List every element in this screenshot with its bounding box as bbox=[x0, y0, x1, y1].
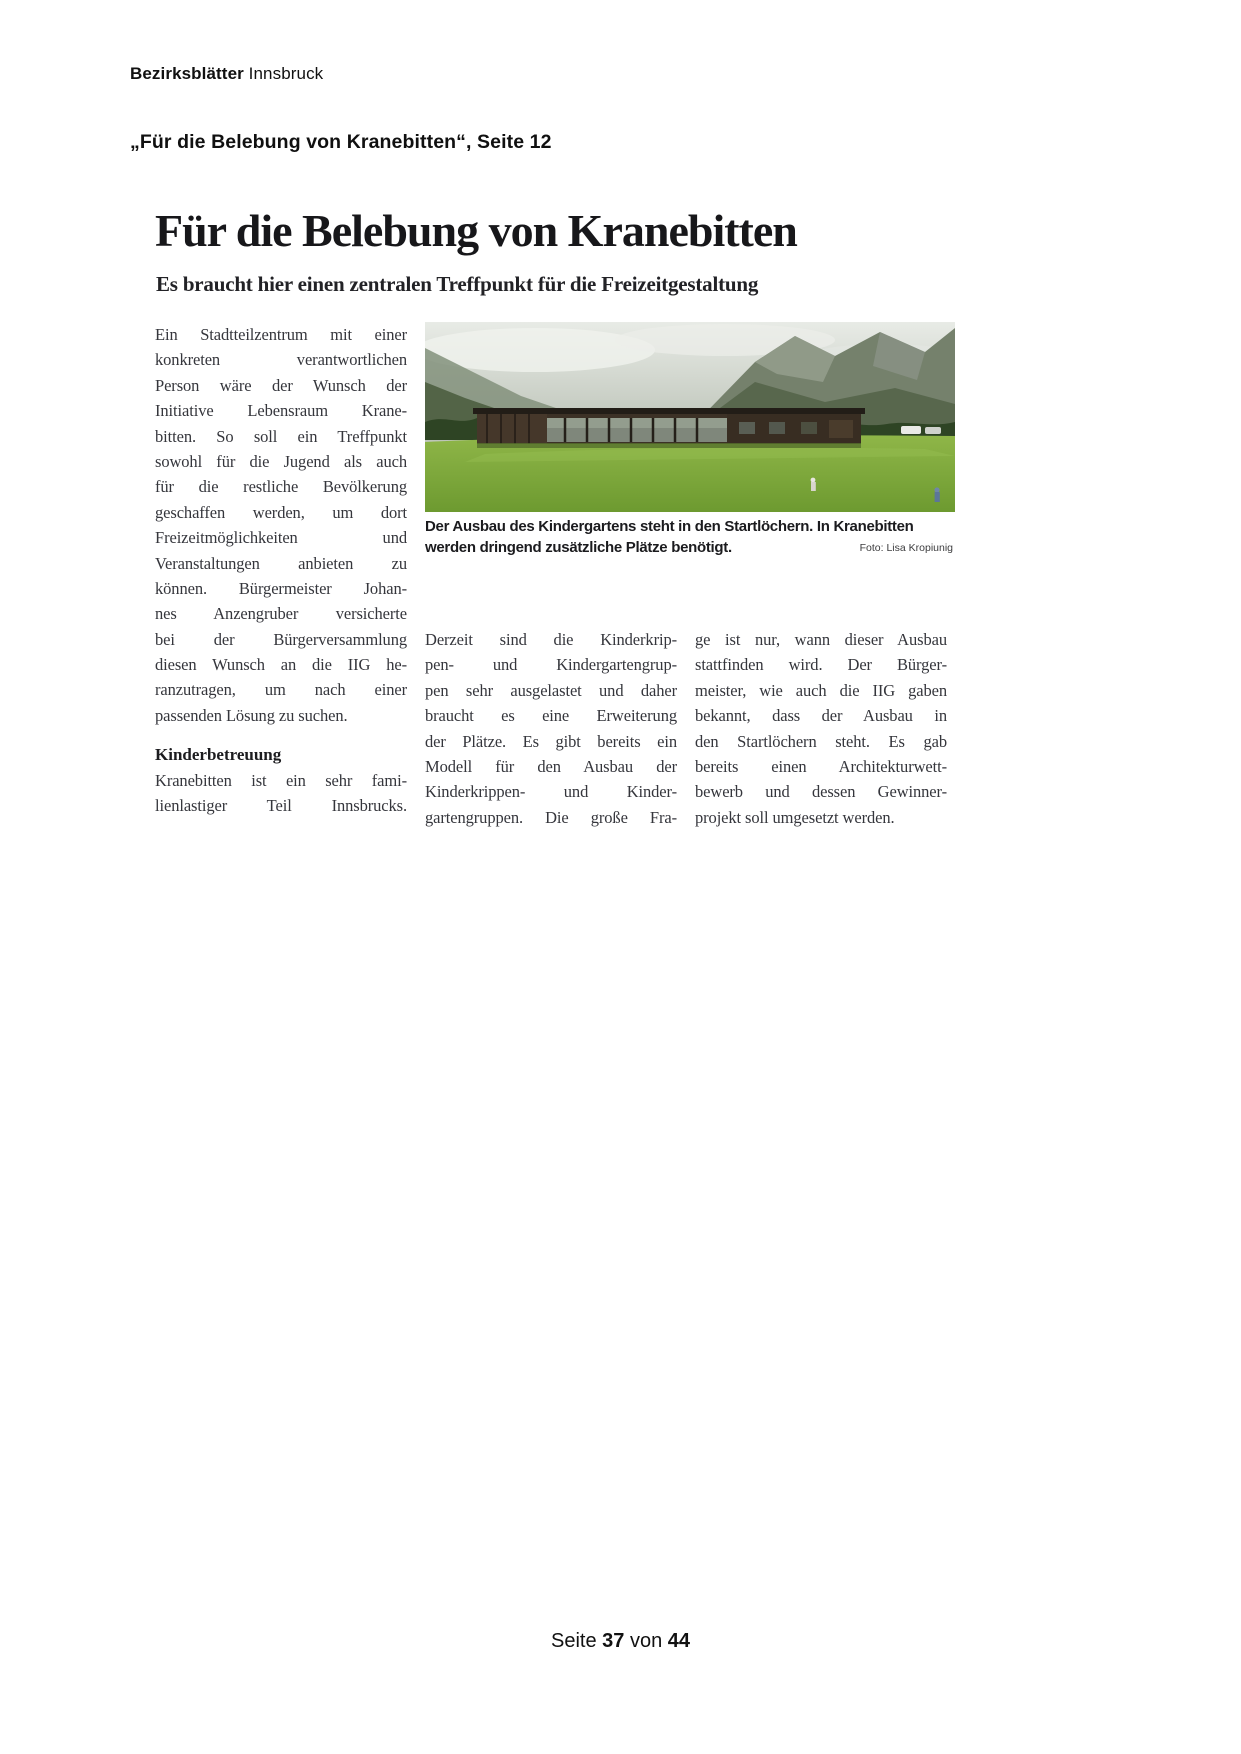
photo-caption-line1: Der Ausbau des Kindergartens steht in den Startlöchern. In Kranebitten bbox=[425, 518, 914, 535]
body-line: können. Bürgermeister Johan- bbox=[155, 578, 407, 598]
article-column-left bbox=[155, 322, 407, 818]
body-line: Ein Stadtteilzentrum mit einer bbox=[155, 325, 407, 344]
article-column-middle bbox=[425, 627, 677, 830]
body-line: Person wäre der Wunsch der bbox=[155, 375, 407, 395]
body-line: bei der Bürgerversammlung bbox=[155, 629, 407, 649]
footer-prefix: Seite bbox=[550, 1630, 603, 1652]
paragraph bbox=[425, 627, 677, 830]
body-line: sowohl für die Jugend als auch bbox=[155, 451, 407, 471]
body-line: Freizeitmöglichkeiten und bbox=[155, 528, 407, 548]
kindergarten-photo-illustration bbox=[425, 322, 955, 512]
publication-region: Innsbruck bbox=[243, 64, 324, 83]
body-line: der Plätze. Es gibt bereits ein bbox=[425, 731, 677, 751]
photo-caption bbox=[425, 516, 955, 562]
body-line: Modell für den Ausbau der bbox=[425, 756, 677, 776]
body-line: ge ist nur, wann dieser Ausbau bbox=[695, 630, 947, 649]
body-line: geschaffen werden, um dort bbox=[155, 502, 407, 522]
article-column-right bbox=[695, 627, 947, 830]
footer-total-pages: 44 bbox=[667, 1630, 690, 1652]
body-line: bewerb und dessen Gewinner- bbox=[695, 782, 947, 802]
body-line: bitten. So soll ein Treffpunkt bbox=[155, 426, 407, 446]
article-clipping bbox=[155, 205, 955, 852]
body-line: passenden Lösung zu suchen. bbox=[155, 705, 348, 725]
article-photo bbox=[425, 322, 955, 512]
body-line: lienlastiger Teil Innsbrucks. bbox=[155, 796, 407, 816]
body-line: pen sehr ausgelastet und daher bbox=[425, 680, 677, 700]
body-line: Veranstaltungen anbieten zu bbox=[155, 553, 407, 573]
publication-name: Bezirksblätter bbox=[130, 64, 244, 83]
body-line: Initiative Lebensraum Krane- bbox=[155, 401, 407, 421]
footer-current-page: 37 bbox=[602, 1630, 625, 1652]
body-line: ranzutragen, um nach einer bbox=[155, 680, 407, 700]
body-line: braucht es eine Erweiterung bbox=[425, 706, 677, 726]
body-line: konkreten verantwortlichen bbox=[155, 350, 407, 370]
body-line: Kinderkrippen- und Kinder- bbox=[425, 782, 677, 802]
publication-header bbox=[130, 64, 323, 84]
body-line: pen- und Kindergartengrup- bbox=[425, 655, 677, 675]
body-line: Kranebitten ist ein sehr fami- bbox=[155, 770, 407, 790]
photo-caption-line2: werden dringend zusätzliche Plätze benötigt. bbox=[425, 539, 732, 556]
photo-credit: Foto: Lisa Kropiunig bbox=[859, 542, 953, 554]
body-line: diesen Wunsch an die IIG he- bbox=[155, 655, 407, 675]
article-headline: Für die Belebung von Kranebitten bbox=[155, 205, 797, 256]
body-line: bekannt, dass der Ausbau in bbox=[695, 706, 947, 726]
article-subheadline: Es braucht hier einen zentralen Treffpunkt für die Freizeitgestaltung bbox=[156, 272, 759, 296]
body-line: stattfinden wird. Der Bürger- bbox=[695, 655, 947, 675]
body-line: bereits einen Architekturwett- bbox=[695, 756, 947, 776]
body-line: nes Anzengruber versicherte bbox=[155, 604, 407, 624]
footer-middle: von bbox=[624, 1630, 668, 1652]
section-subhead: Kinderbetreuung bbox=[155, 745, 282, 765]
body-line: gartengruppen. Die große Fra- bbox=[425, 807, 677, 827]
body-line: meister, wie auch die IIG gaben bbox=[695, 680, 947, 700]
page-footer bbox=[0, 1630, 1241, 1653]
paragraph bbox=[155, 322, 407, 728]
body-line: den Startlöchern steht. Es gab bbox=[695, 731, 947, 751]
paragraph bbox=[155, 768, 407, 819]
body-line: projekt soll umgesetzt werden. bbox=[695, 807, 895, 827]
body-line: Derzeit sind die Kinderkrip- bbox=[425, 630, 677, 649]
paragraph bbox=[695, 627, 947, 830]
document-title: „Für die Belebung von Kranebitten“, Seite 12 bbox=[130, 131, 552, 153]
body-line: für die restliche Bevölkerung bbox=[155, 477, 407, 497]
